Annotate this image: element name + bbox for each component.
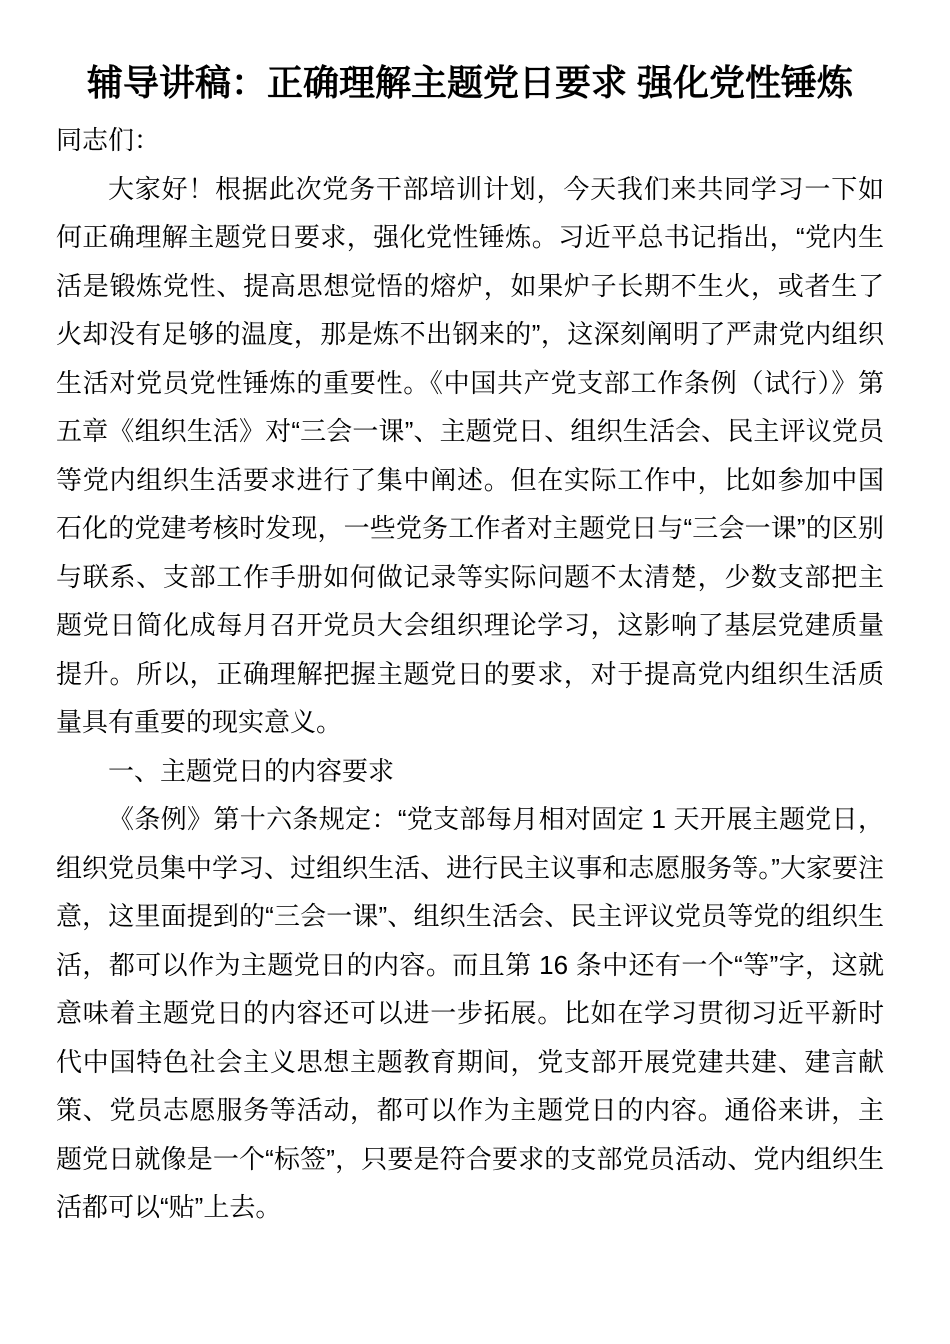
document-body [56,116,884,1232]
section-heading: 一、主题党日的内容要求 [108,755,395,786]
document-title: 辅导讲稿：正确理解主题党日要求 强化党性锤炼 [86,62,853,103]
salutation-line: 同志们： [56,125,161,155]
intro-paragraph: 大家好！根据此次党务干部培训计划，今天我们来共同学习一下如何正确理解主题党日要求，强化党性锤炼。习近平总书记指出，“党内生活是锻炼党性、提高思想觉悟的熔炉，如果炉子长期不生火，或者生了火却没有足够的温度，那是炼不出钢来的”，这深刻阐明了严肃党内组织生活对党员党性锤炼的重要性。《中国共产党支部工作条例（试行）》第五章《组织生活》对“三会一课”、主题党日、组织生活会、民主评议党员等党内组织生活要求进行了集中阐述。但在实际工作中，比如参加中国石化的党建考核时发现，一些党务工作者对主题党日与“三会一课”的区别与联系、支部工作手册如何做记录等实际问题不太清楚，少数支部把主题党日简化成每月召开党员大会组织理论学习，这影响了基层党建质量提升。所以，正确理解把握主题党日的要求，对于提高党内组织生活质量具有重要的现实意义。 [56,173,884,737]
section-paragraph: 《条例》第十六条规定：“党支部每月相对固定 1 天开展主题党日，组织党员集中学习、过组织生活、进行民主议事和志愿服务等。”大家要注意，这里面提到的“三会一课”、组织生活会、民主评议党员等党的组织生活，都可以作为主题党日的内容。而且第 16 条中还有一个“等”字，这就意味着主题党日的内容还可以进一步拓展。比如在学习贯彻习近平新时代中国特色社会主义思想主题教育期间，党支部开展党建共建、建言献策、党员志愿服务等活动，都可以作为主题党日的内容。通俗来讲，主题党日就像是一个“标签”，只要是符合要求的支部党员活动、党内组织生活都可以“贴”上去。 [56,804,884,1222]
